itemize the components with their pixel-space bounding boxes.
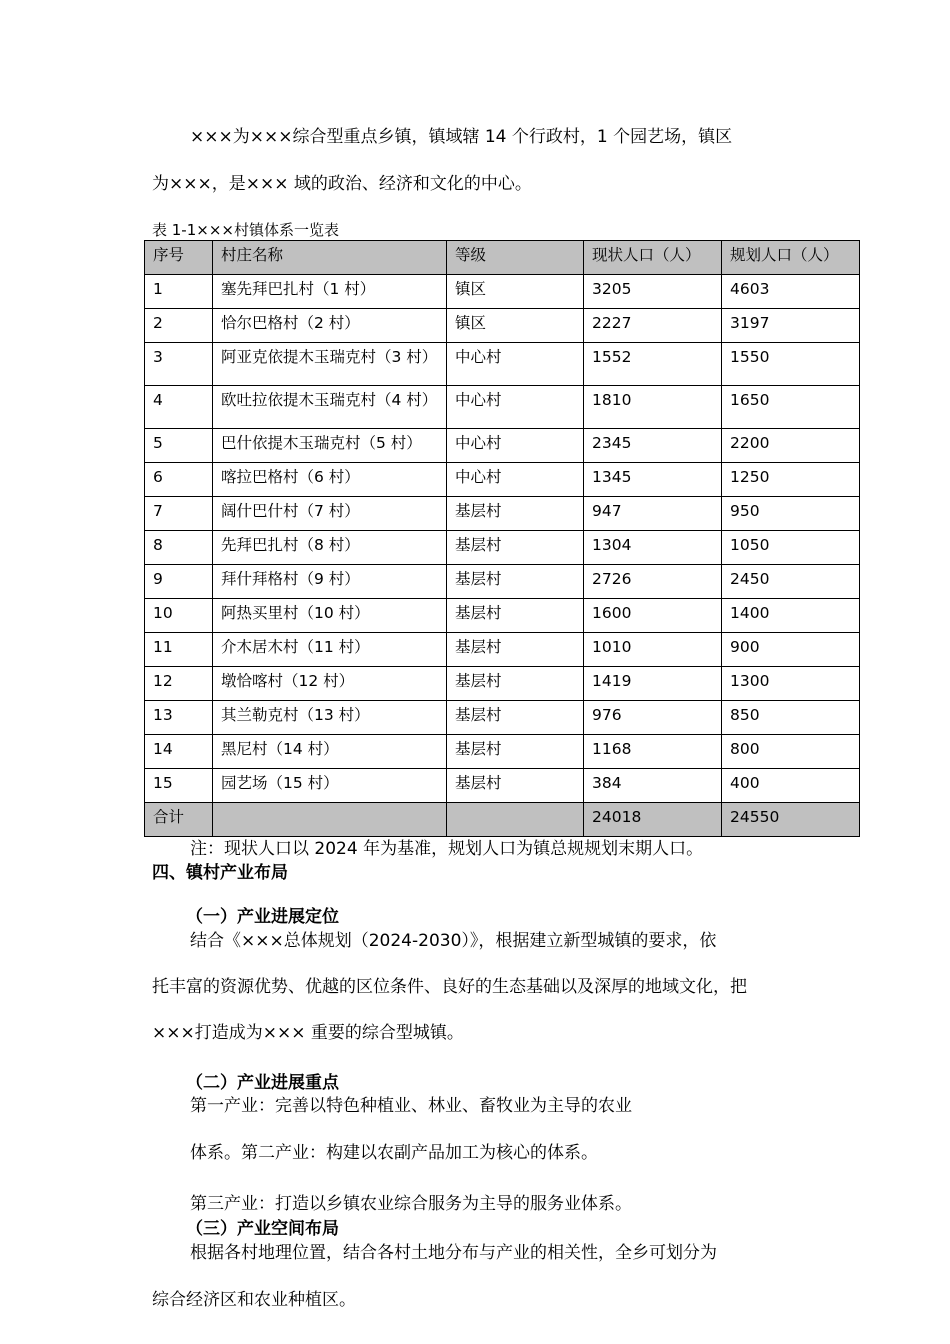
table-row [145,769,860,803]
cell-index: 7 [145,497,213,531]
cell-village: 拜什拜格村（9 村） [213,565,447,599]
cell-planned-pop: 1300 [722,667,860,701]
cell-index: 11 [145,633,213,667]
header-cell-grade: 等级 [447,241,584,275]
table-header-row [145,241,860,275]
cell-index: 5 [145,429,213,463]
table-row [145,701,860,735]
cell-planned-pop: 800 [722,735,860,769]
cell-grade: 镇区 [447,309,584,343]
cell-grade: 基层村 [447,531,584,565]
total-empty-cell [447,803,584,837]
paragraph-line: 综合经济区和农业种植区。 [152,1290,356,1310]
cell-index: 13 [145,701,213,735]
cell-index: 8 [145,531,213,565]
cell-grade: 基层村 [447,633,584,667]
cell-current-pop: 2345 [584,429,722,463]
cell-index: 3 [145,343,213,386]
paragraph-line: 第三产业：打造以乡镇农业综合服务为主导的服务业体系。 [190,1194,632,1214]
village-system-table [144,240,860,837]
subsection-heading: （二）产业进展重点 [186,1073,339,1093]
table-row [145,463,860,497]
total-current-pop: 24018 [584,803,722,837]
table-row [145,343,860,386]
header-cell-planned-pop: 规划人口（人） [722,241,860,275]
table-row [145,309,860,343]
header-cell-index: 序号 [145,241,213,275]
intro-line-1: ×××为×××综合型重点乡镇，镇域辖 14 个行政村，1 个园艺场，镇区 [190,127,733,147]
cell-grade: 基层村 [447,667,584,701]
section-heading: 四、镇村产业布局 [152,863,288,883]
cell-village: 阔什巴什村（7 村） [213,497,447,531]
table-row [145,633,860,667]
total-label: 合计 [145,803,213,837]
table-row [145,565,860,599]
cell-current-pop: 2726 [584,565,722,599]
cell-village: 黑尼村（14 村） [213,735,447,769]
total-planned-pop: 24550 [722,803,860,837]
table-row [145,531,860,565]
cell-village: 恰尔巴格村（2 村） [213,309,447,343]
cell-current-pop: 1419 [584,667,722,701]
cell-planned-pop: 3197 [722,309,860,343]
cell-current-pop: 3205 [584,275,722,309]
cell-village: 先拜巴扎村（8 村） [213,531,447,565]
table-row [145,667,860,701]
table-row [145,497,860,531]
cell-current-pop: 1810 [584,386,722,429]
cell-village: 巴什依提木玉瑞克村（5 村） [213,429,447,463]
header-cell-village: 村庄名称 [213,241,447,275]
paragraph-line: 第一产业：完善以特色种植业、林业、畜牧业为主导的农业 [190,1096,632,1116]
cell-index: 10 [145,599,213,633]
cell-planned-pop: 1650 [722,386,860,429]
cell-index: 14 [145,735,213,769]
cell-current-pop: 976 [584,701,722,735]
cell-current-pop: 384 [584,769,722,803]
cell-grade: 中心村 [447,463,584,497]
cell-index: 15 [145,769,213,803]
cell-current-pop: 1552 [584,343,722,386]
cell-village: 喀拉巴格村（6 村） [213,463,447,497]
cell-current-pop: 1345 [584,463,722,497]
cell-grade: 中心村 [447,343,584,386]
cell-index: 12 [145,667,213,701]
cell-grade: 中心村 [447,386,584,429]
cell-current-pop: 947 [584,497,722,531]
cell-planned-pop: 2200 [722,429,860,463]
cell-planned-pop: 4603 [722,275,860,309]
table-row [145,386,860,429]
table-row [145,275,860,309]
table-total-row [145,803,860,837]
cell-grade: 镇区 [447,275,584,309]
cell-index: 4 [145,386,213,429]
cell-village: 阿热买里村（10 村） [213,599,447,633]
table-row [145,599,860,633]
header-cell-current-pop: 现状人口（人） [584,241,722,275]
cell-planned-pop: 400 [722,769,860,803]
cell-planned-pop: 1250 [722,463,860,497]
cell-grade: 基层村 [447,565,584,599]
cell-index: 1 [145,275,213,309]
subsection-heading: （三）产业空间布局 [186,1219,339,1239]
cell-planned-pop: 1050 [722,531,860,565]
table-row [145,735,860,769]
cell-planned-pop: 950 [722,497,860,531]
table-note: 注：现状人口以 2024 年为基准，规划人口为镇总规规划末期人口。 [190,839,704,859]
intro-line-2: 为×××，是××× 域的政治、经济和文化的中心。 [152,174,532,194]
paragraph-line: 托丰富的资源优势、优越的区位条件、良好的生态基础以及深厚的地域文化，把 [152,977,747,997]
cell-grade: 基层村 [447,599,584,633]
cell-grade: 基层村 [447,769,584,803]
paragraph-line: 根据各村地理位置，结合各村土地分布与产业的相关性，全乡可划分为 [190,1243,717,1263]
cell-planned-pop: 900 [722,633,860,667]
cell-village: 其兰勒克村（13 村） [213,701,447,735]
cell-planned-pop: 850 [722,701,860,735]
cell-village: 欧吐拉依提木玉瑞克村（4 村） [213,386,447,429]
cell-index: 9 [145,565,213,599]
total-empty-cell [213,803,447,837]
cell-grade: 基层村 [447,735,584,769]
cell-village: 墩恰喀村（12 村） [213,667,447,701]
table-row [145,429,860,463]
cell-current-pop: 2227 [584,309,722,343]
paragraph-line: 体系。第二产业：构建以农副产品加工为核心的体系。 [190,1143,598,1163]
cell-village: 阿亚克依提木玉瑞克村（3 村） [213,343,447,386]
cell-village: 园艺场（15 村） [213,769,447,803]
cell-current-pop: 1010 [584,633,722,667]
cell-village: 介木居木村（11 村） [213,633,447,667]
paragraph-line: 结合《×××总体规划（2024-2030）》，根据建立新型城镇的要求，依 [190,931,717,951]
paragraph-line: ×××打造成为××× 重要的综合型城镇。 [152,1023,464,1043]
cell-planned-pop: 1400 [722,599,860,633]
table-caption: 表 1-1×××村镇体系一览表 [152,221,339,239]
cell-index: 6 [145,463,213,497]
subsection-heading: （一）产业进展定位 [186,907,339,927]
cell-village: 塞先拜巴扎村（1 村） [213,275,447,309]
cell-current-pop: 1304 [584,531,722,565]
cell-current-pop: 1168 [584,735,722,769]
cell-current-pop: 1600 [584,599,722,633]
cell-planned-pop: 2450 [722,565,860,599]
cell-planned-pop: 1550 [722,343,860,386]
cell-grade: 中心村 [447,429,584,463]
cell-grade: 基层村 [447,701,584,735]
cell-index: 2 [145,309,213,343]
cell-grade: 基层村 [447,497,584,531]
